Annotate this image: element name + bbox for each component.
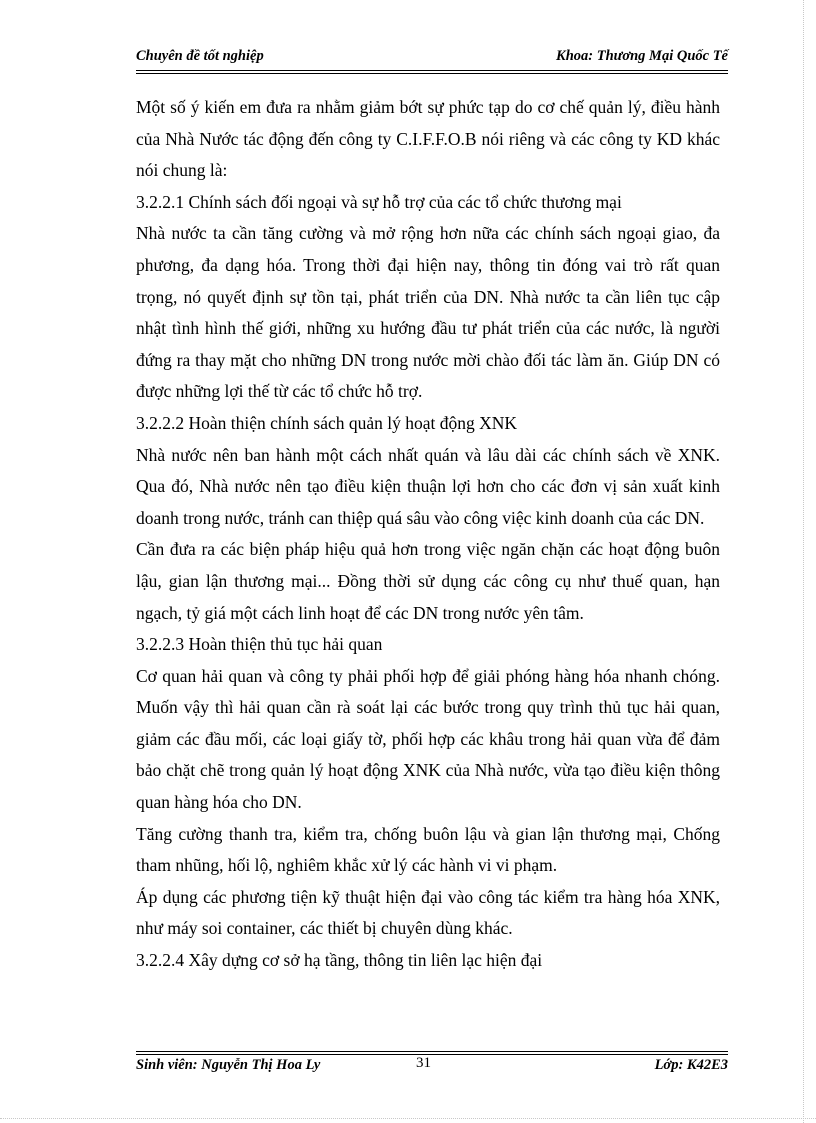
section-heading-3-2-2-3: 3.2.2.3 Hoàn thiện thủ tục hải quan bbox=[136, 634, 383, 655]
paragraph: Nhà nước nên ban hành một cách nhất quán và lâu dài các chính sách về XNK. Qua đó, Nhà nước nên tạo điều kiện thuận lợi hơn cho các đơn vị sản xuất kinh doanh trong nước, tránh can thiệp quá sâu vào công việc kinh doanh của các DN. bbox=[136, 444, 720, 528]
page-footer bbox=[136, 1055, 728, 1077]
footer-divider bbox=[136, 1051, 728, 1055]
paragraph: Cơ quan hải quan và công ty phải phối hợp để giải phóng hàng hóa nhanh chóng. Muốn vậy thì hải quan cần rà soát lại các bước trong quy trình thủ tục hải quan, giảm các đầu mối, các loại giấy tờ, phối hợp các khâu trong hải quan vừa để đảm bảo chặt chẽ trong quản lý hoạt động XNK của Nhà nước, vừa tạo điều kiện thông quan hàng hóa cho DN. bbox=[136, 665, 720, 813]
paragraph: Cần đưa ra các biện pháp hiệu quả hơn trong việc ngăn chặn các hoạt động buôn lậu, gian lận thương mại... Đồng thời sử dụng các công cụ như thuế quan, hạn ngạch, tỷ giá một cách linh hoạt để các DN trong nước yên tâm. bbox=[136, 539, 720, 623]
page-number: 31 bbox=[416, 1055, 431, 1071]
header-divider bbox=[136, 70, 728, 74]
section-heading-3-2-2-1: 3.2.2.1 Chính sách đối ngoại và sự hỗ trợ của các tổ chức thương mại bbox=[136, 191, 622, 212]
page-edge-right bbox=[803, 0, 804, 1123]
paragraph: Tăng cường thanh tra, kiểm tra, chống buôn lậu và gian lận thương mại, Chống tham nhũng, hối lộ, nghiêm khắc xử lý các hành vi vi phạm. bbox=[136, 823, 720, 876]
footer-class: Lớp: K42E3 bbox=[654, 1057, 728, 1073]
section-heading-3-2-2-4: 3.2.2.4 Xây dựng cơ sở hạ tầng, thông tin liên lạc hiện đại bbox=[136, 950, 543, 971]
section-heading-3-2-2-2: 3.2.2.2 Hoàn thiện chính sách quản lý hoạt động XNK bbox=[136, 412, 518, 433]
document-body bbox=[136, 92, 720, 977]
page-edge-bottom bbox=[0, 1118, 816, 1119]
intro-paragraph: Một số ý kiến em đưa ra nhằm giảm bớt sự phức tạp do cơ chế quản lý, điều hành của Nhà Nước tác động đến công ty C.I.F.F.O.B nói riêng và các công ty KD khác nói chung là: bbox=[136, 97, 720, 181]
page-header bbox=[136, 48, 728, 70]
header-title: Chuyên đề tốt nghiệp bbox=[136, 48, 264, 64]
paragraph: Nhà nước ta cần tăng cường và mở rộng hơn nữa các chính sách ngoại giao, đa phương, đa dạng hóa. Trong thời đại hiện nay, thông tin đóng vai trò rất quan trọng, nó quyết định sự tồn tại, phát triển của DN. Nhà nước ta cần liên tục cập nhật tình hình thế giới, những xu hướng đầu tư phát triển của các nước, là người đứng ra thay mặt cho những DN trong nước mời chào đối tác làm ăn. Giúp DN có được những lợi thế từ các tổ chức hỗ trợ. bbox=[136, 223, 720, 402]
footer-student: Sinh viên: Nguyễn Thị Hoa Ly bbox=[136, 1057, 321, 1073]
paragraph: Áp dụng các phương tiện kỹ thuật hiện đại vào công tác kiểm tra hàng hóa XNK, như máy soi container, các thiết bị chuyên dùng khác. bbox=[136, 886, 720, 939]
header-faculty: Khoa: Thương Mại Quốc Tế bbox=[556, 48, 728, 64]
